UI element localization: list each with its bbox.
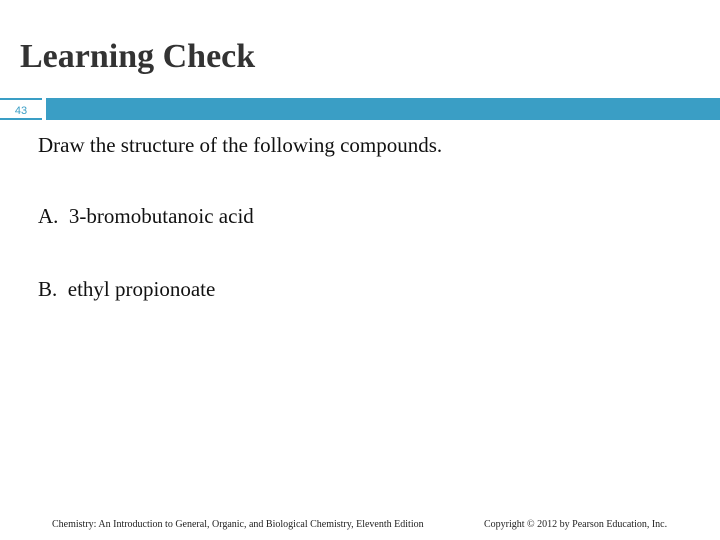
accent-bar xyxy=(46,98,720,120)
footer-book-title: Chemistry: An Introduction to General, Organic, and Biological Chemistry, Eleventh Edition xyxy=(52,519,424,530)
item-a-label: A. xyxy=(38,204,59,228)
footer-copyright: Copyright © 2012 by Pearson Education, Inc. xyxy=(484,519,668,530)
item-b-label: B. xyxy=(38,277,58,301)
item-b xyxy=(38,277,215,302)
slide-title: Learning Check xyxy=(20,38,256,75)
item-a xyxy=(38,204,254,229)
header-bar xyxy=(0,98,720,120)
slide-number: 43 xyxy=(0,98,42,120)
item-a-text: 3-bromobutanoic acid xyxy=(68,204,254,228)
instruction-text: Draw the structure of the following compounds. xyxy=(38,133,443,157)
item-b-text: ethyl propionoate xyxy=(67,277,216,301)
